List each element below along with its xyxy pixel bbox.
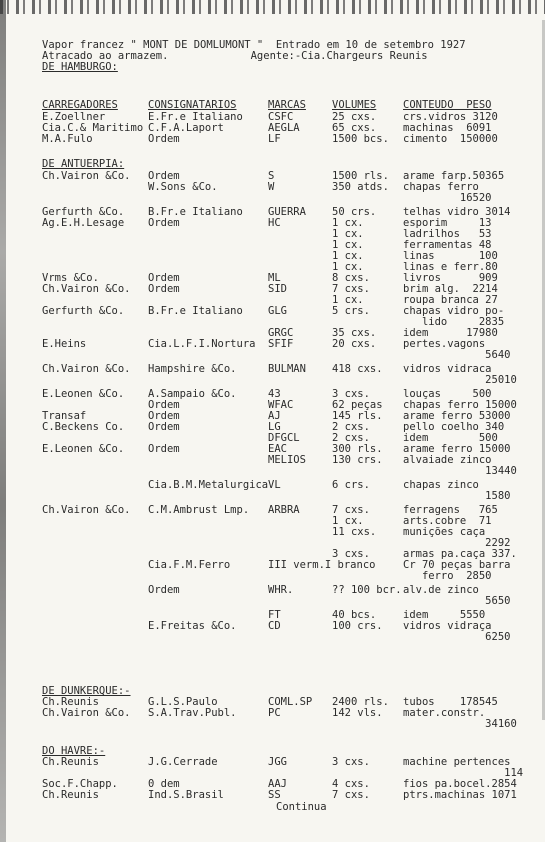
manifest-cell-c3: HC: [268, 217, 281, 229]
manifest-cell-c3: WHR.: [268, 584, 294, 596]
manifest-cell-c1: Gerfurth &Co.: [42, 206, 125, 218]
manifest-cell-c5: linas e ferr.80: [403, 261, 498, 273]
section-title: DE ANTUERPIA:: [42, 158, 125, 170]
manifest-cell-c4: 100 crs.: [332, 620, 383, 632]
manifest-cell-c5: 6250: [403, 631, 511, 643]
manifest-cell-c2: A.Sampaio &Co.: [148, 388, 237, 400]
manifest-cell-c3: PC: [268, 707, 281, 719]
manifest-cell-c5: telhas vidro 3014: [403, 206, 511, 218]
manifest-cell-c3: DFGCL: [268, 432, 300, 444]
manifest-cell-c4: 6 crs.: [332, 479, 370, 491]
manifest-cell-c2: C.M.Ambrust Lmp.: [148, 504, 250, 516]
manifest-cell-c5: 16520: [403, 192, 492, 204]
manifest-cell-c3: III verm.I branco: [268, 559, 376, 571]
manifest-cell-c1: Vrms &Co.: [42, 272, 99, 284]
column-header-contents: CONTEUDO PESO: [403, 99, 492, 111]
manifest-cell-c2: S.A.Trav.Publ.: [148, 707, 237, 719]
manifest-cell-c3: GLG: [268, 305, 287, 317]
section-title: DE DUNKERQUE:-: [42, 685, 131, 697]
manifest-cell-c5: 1580: [403, 490, 511, 502]
manifest-cell-c5: chapas zinco: [403, 479, 479, 491]
manifest-cell-c5: ptrs.machinas 1071: [403, 789, 517, 801]
manifest-cell-c4: 145 rls.: [332, 410, 383, 422]
manifest-cell-c2: G.L.S.Paulo: [148, 696, 218, 708]
manifest-cell-c4: 20 cxs.: [332, 338, 377, 350]
manifest-cell-c5: pello coelho 340: [403, 421, 505, 433]
manifest-cell-c3: SFIF: [268, 338, 294, 350]
manifest-cell-c2: J.G.Cerrade: [148, 756, 218, 768]
manifest-cell-c2: Hampshire &Co.: [148, 363, 237, 375]
manifest-cell-c2: Ordem: [148, 410, 180, 422]
manifest-cell-c4: 5 crs.: [332, 305, 370, 317]
manifest-cell-c4: 2400 rls.: [332, 696, 389, 708]
manifest-cell-c5: alv.de zinco: [403, 584, 479, 596]
manifest-cell-c2: Ordem: [148, 399, 180, 411]
manifest-cell-c5: ferramentas 48: [403, 239, 492, 251]
manifest-cell-c5: chapas vidro po-: [403, 305, 505, 317]
manifest-cell-c3: W: [268, 181, 275, 193]
manifest-cell-c4: 418 cxs.: [332, 363, 383, 375]
manifest-cell-c4: 35 cxs.: [332, 327, 377, 339]
manifest-cell-c3: VL: [268, 479, 281, 491]
manifest-cell-c2: Ordem: [148, 170, 180, 182]
manifest-cell-c1: Ch.Vairon &Co.: [42, 707, 131, 719]
manifest-cell-c5: 25010: [403, 374, 517, 386]
manifest-cell-c5: ferro 2850: [403, 570, 492, 582]
manifest-cell-c5: armas pa.caça 337.: [403, 548, 517, 560]
manifest-cell-c5: vidros vidraça: [403, 620, 492, 632]
manifest-cell-c4: 1 cx.: [332, 294, 364, 306]
manifest-cell-c2: Ordem: [148, 584, 180, 596]
column-header-consignee: CONSIGNATARIOS: [148, 99, 237, 111]
manifest-cell-c2: 0 dem: [148, 778, 180, 790]
manifest-cell-c5: chapas ferro: [403, 181, 479, 193]
manifest-cell-c3: 43: [268, 388, 281, 400]
manifest-cell-c5: Cr 70 peças barra: [403, 559, 511, 571]
manifest-cell-c5: roupa branca 27: [403, 294, 498, 306]
scan-edge-top: [0, 0, 545, 14]
manifest-cell-c4: 130 crs.: [332, 454, 383, 466]
continua-note: Continua: [276, 801, 327, 813]
manifest-cell-c4: 25 cxs.: [332, 111, 377, 123]
manifest-cell-c4: 40 bcs.: [332, 609, 377, 621]
manifest-cell-c5: mater.constr.: [403, 707, 486, 719]
manifest-cell-c3: S: [268, 170, 275, 182]
manifest-cell-c1: E.Zoellner: [42, 111, 106, 123]
manifest-cell-c3: JGG: [268, 756, 287, 768]
manifest-cell-c2: C.F.A.Laport: [148, 122, 224, 134]
manifest-cell-c5: arts.cobre 71: [403, 515, 492, 527]
manifest-cell-c1: Transaf: [42, 410, 87, 422]
manifest-cell-c5: vidros vidraca: [403, 363, 492, 375]
manifest-cell-c1: Ch.Reunis: [42, 789, 99, 801]
manifest-cell-c4: 3 cxs.: [332, 756, 370, 768]
section-title: DO HAVRE:-: [42, 745, 106, 757]
manifest-cell-c5: louças 500: [403, 388, 492, 400]
manifest-cell-c4: 300 rls.: [332, 443, 383, 455]
manifest-cell-c3: GUERRA: [268, 206, 306, 218]
manifest-cell-c5: arame ferro 53000: [403, 410, 511, 422]
manifest-cell-c1: Ch.Vairon &Co.: [42, 170, 131, 182]
manifest-cell-c2: E.Freitas &Co.: [148, 620, 237, 632]
manifest-cell-c3: LF: [268, 133, 281, 145]
manifest-cell-c2: Cia.F.M.Ferro: [148, 559, 231, 571]
manifest-cell-c5: cimento 150000: [403, 133, 498, 145]
manifest-cell-c5: linas 100: [403, 250, 498, 262]
manifest-cell-c4: 1500 bcs.: [332, 133, 389, 145]
manifest-cell-c5: arame farp.50365: [403, 170, 505, 182]
manifest-cell-c1: Gerfurth &Co.: [42, 305, 125, 317]
manifest-cell-c2: Cia.B.M.Metalurgica: [148, 479, 269, 491]
manifest-cell-c3: BULMAN: [268, 363, 306, 375]
manifest-cell-c2: Ordem: [148, 421, 180, 433]
manifest-cell-c2: Ordem: [148, 283, 180, 295]
manifest-cell-c2: Ordem: [148, 133, 180, 145]
manifest-cell-c2: Ind.S.Brasil: [148, 789, 224, 801]
manifest-cell-c1: E.Leonen &Co.: [42, 388, 125, 400]
manifest-cell-c4: 62 peças: [332, 399, 383, 411]
manifest-cell-c4: 50 crs.: [332, 206, 377, 218]
manifest-cell-c4: 1 cx.: [332, 261, 364, 273]
manifest-cell-c3: MELIOS: [268, 454, 306, 466]
manifest-cell-c1: Ag.E.H.Lesage: [42, 217, 125, 229]
manifest-cell-c5: fios pa.bocel.2854: [403, 778, 517, 790]
manifest-cell-c5: tubos 178545: [403, 696, 498, 708]
manifest-cell-c3: LG: [268, 421, 281, 433]
manifest-cell-c5: idem 500: [403, 432, 498, 444]
manifest-cell-c2: E.Fr.e Italiano: [148, 111, 243, 123]
manifest-cell-c5: ferragens 765: [403, 504, 498, 516]
manifest-cell-c3: AAJ: [268, 778, 287, 790]
manifest-cell-c4: 1 cx.: [332, 217, 364, 229]
manifest-cell-c2: B.Fr.e Italiano: [148, 206, 243, 218]
manifest-cell-c2: Ordem: [148, 443, 180, 455]
manifest-cell-c1: Ch.Reunis: [42, 756, 99, 768]
manifest-cell-c5: 5650: [403, 595, 511, 607]
manifest-cell-c2: Ordem: [148, 217, 180, 229]
header-line-2: Atracado ao armazem. Agente:-Cia.Chargeurs Reunis: [42, 50, 428, 62]
column-header-marks: MARCAS: [268, 99, 306, 111]
manifest-cell-c2: W.Sons &Co.: [148, 181, 218, 193]
manifest-cell-c4: 1 cx.: [332, 239, 364, 251]
manifest-cell-c5: ladrilhos 53: [403, 228, 492, 240]
manifest-cell-c4: 1500 rls.: [332, 170, 389, 182]
manifest-cell-c5: 2292: [403, 537, 511, 549]
manifest-cell-c3: ML: [268, 272, 281, 284]
scan-edge-left: [0, 0, 6, 842]
manifest-cell-c1: Cia.C.& Maritimo: [42, 122, 144, 134]
manifest-cell-c4: 350 atds.: [332, 181, 389, 193]
manifest-cell-c5: livros 909: [403, 272, 498, 284]
manifest-cell-c4: 142 vls.: [332, 707, 383, 719]
manifest-cell-c4: 7 cxs.: [332, 789, 370, 801]
manifest-cell-c5: 5640: [403, 349, 511, 361]
manifest-cell-c5: arame ferro 15000: [403, 443, 511, 455]
column-header-shipper: CARREGADORES: [42, 99, 118, 111]
manifest-cell-c5: esporim 13: [403, 217, 492, 229]
manifest-cell-c4: 3 cxs.: [332, 388, 370, 400]
manifest-cell-c3: GRGC: [268, 327, 294, 339]
manifest-cell-c3: AJ: [268, 410, 281, 422]
manifest-cell-c5: pertes.vagons: [403, 338, 486, 350]
manifest-cell-c5: machine pertences: [403, 756, 511, 768]
manifest-cell-c3: WFAC: [268, 399, 294, 411]
manifest-cell-c1: M.A.Fulo: [42, 133, 93, 145]
manifest-cell-c5: idem 5550: [403, 609, 486, 621]
manifest-cell-c1: Ch.Vairon &Co.: [42, 283, 131, 295]
column-header-volumes: VOLUMES: [332, 99, 377, 111]
manifest-cell-c4: 8 cxs.: [332, 272, 370, 284]
manifest-cell-c3: COML.SP: [268, 696, 313, 708]
manifest-cell-c5: brim alg. 2214: [403, 283, 498, 295]
manifest-cell-c4: 1 cx.: [332, 228, 364, 240]
manifest-cell-c4: 3 cxs.: [332, 548, 370, 560]
manifest-cell-c5: crs.vidros 3120: [403, 111, 498, 123]
manifest-cell-c1: E.Leonen &Co.: [42, 443, 125, 455]
manifest-cell-c1: C.Beckens Co.: [42, 421, 125, 433]
manifest-cell-c5: alvaiade zinco: [403, 454, 492, 466]
manifest-cell-c1: E.Heins: [42, 338, 87, 350]
manifest-cell-c4: 2 cxs.: [332, 432, 370, 444]
manifest-cell-c4: 2 cxs.: [332, 421, 370, 433]
manifest-cell-c1: Ch.Vairon &Co.: [42, 363, 131, 375]
manifest-cell-c4: 7 cxs.: [332, 283, 370, 295]
manifest-cell-c5: 34160: [403, 718, 517, 730]
manifest-cell-c5: machinas 6091: [403, 122, 492, 134]
manifest-cell-c4: ?? 100 bcr.: [332, 584, 402, 596]
manifest-cell-c1: Soc.F.Chapp.: [42, 778, 118, 790]
manifest-cell-c3: AEGLA: [268, 122, 300, 134]
manifest-cell-c5: 13440: [403, 465, 517, 477]
manifest-cell-c4: 11 cxs.: [332, 526, 377, 538]
manifest-cell-c2: B.Fr.e Italiano: [148, 305, 243, 317]
manifest-cell-c3: CD: [268, 620, 281, 632]
manifest-cell-c4: 1 cx.: [332, 250, 364, 262]
manifest-cell-c3: EAC: [268, 443, 287, 455]
manifest-cell-c4: 1 cx.: [332, 515, 364, 527]
manifest-cell-c4: 7 cxs.: [332, 504, 370, 516]
manifest-cell-c3: ARBRA: [268, 504, 300, 516]
manifest-cell-c5: lido 2835: [403, 316, 505, 328]
manifest-cell-c3: CSFC: [268, 111, 294, 123]
manifest-cell-c2: Ordem: [148, 272, 180, 284]
manifest-cell-c5: munições caça: [403, 526, 486, 538]
manifest-cell-c3: FT: [268, 609, 281, 621]
manifest-cell-c5: idem 17980: [403, 327, 498, 339]
manifest-cell-c5: chapas ferro 15000: [403, 399, 517, 411]
header-line-1: Vapor francez " MONT DE DOMLUMONT " Entrado em 10 de setembro 1927: [42, 39, 466, 51]
manifest-cell-c4: 4 cxs.: [332, 778, 370, 790]
manifest-cell-c2: Cia.L.F.I.Nortura: [148, 338, 256, 350]
manifest-cell-c3: SS: [268, 789, 281, 801]
manifest-cell-c4: 65 cxs.: [332, 122, 377, 134]
section-title-hamburgo: DE HAMBURGO:: [42, 61, 118, 73]
manifest-cell-c1: Ch.Vairon &Co.: [42, 504, 131, 516]
manifest-cell-c3: SID: [268, 283, 287, 295]
manifest-cell-c5: 114: [403, 767, 524, 779]
manifest-cell-c1: Ch.Reunis: [42, 696, 99, 708]
